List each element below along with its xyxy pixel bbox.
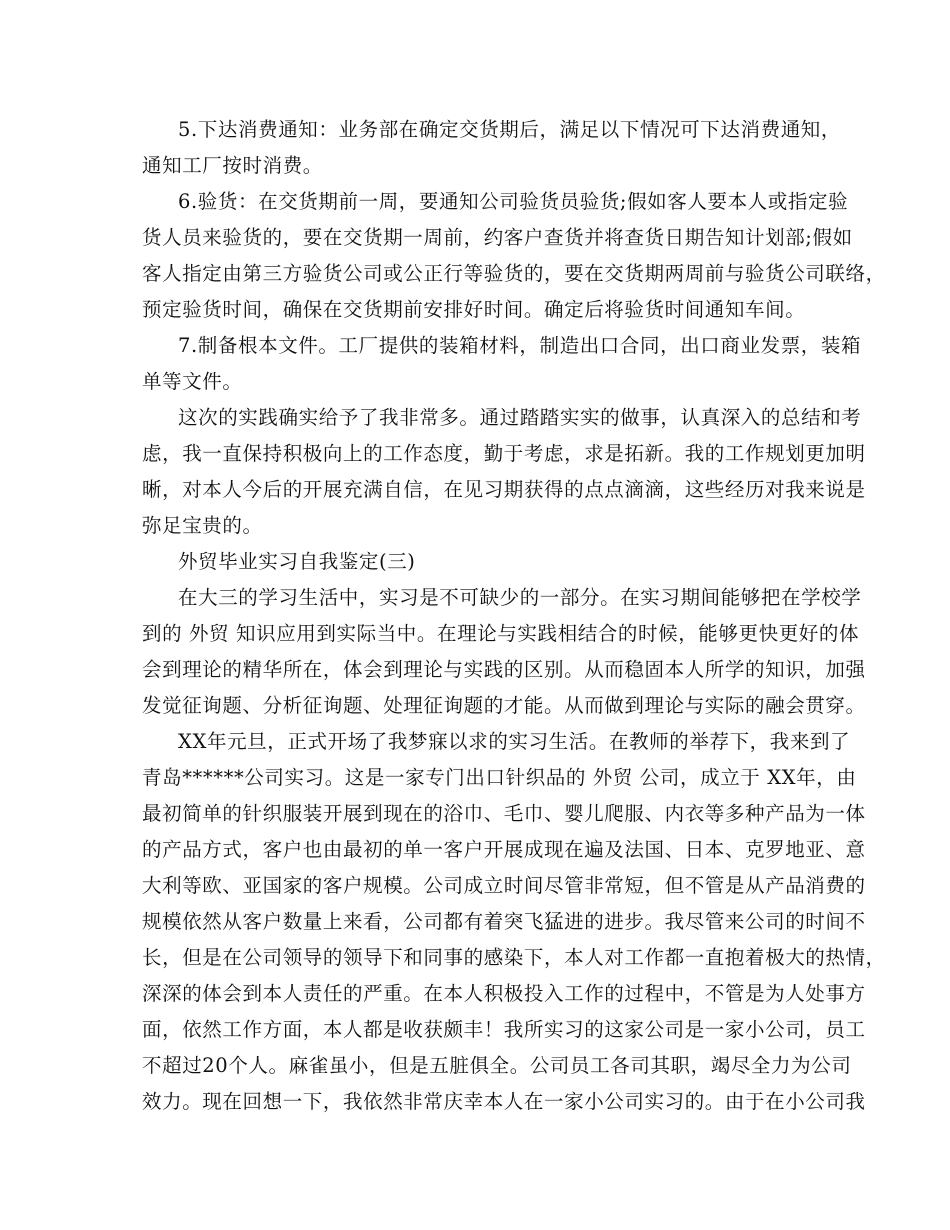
text-line: 面，依然工作方面，本人都是收获颇丰！我所实习的这家公司是一家小公司，员工 [142, 1018, 866, 1041]
text-line: 规模依然从客户数量上来看，公司都有着突飞猛进的进步。我尽管来公司的时间不 [142, 910, 866, 933]
section-heading: 外贸毕业实习自我鉴定(三) [178, 550, 416, 573]
text-line: 最初简单的针织服装开展到现在的浴巾、毛巾、婴儿爬服、内衣等多种产品为一体 [142, 802, 866, 825]
text-line: 不超过20个人。麻雀虽小，但是五脏俱全。公司员工各司其职，竭尽全力为公司 [142, 1054, 852, 1077]
text-line: 这次的实践确实给予了我非常多。通过踏踏实实的做事，认真深入的总结和考 [178, 406, 862, 429]
text-line: 的产品方式，客户也由最初的单一客户开展成现在遍及法国、日本、克罗地亚、意 [142, 838, 866, 861]
text-line: 效力。现在回想一下，我依然非常庆幸本人在一家小公司实习的。由于在小公司我 [142, 1090, 866, 1113]
text-line: 货人员来验货的，要在交货期一周前，约客户查货并将查货日期告知计划部;假如 [142, 226, 853, 249]
text-line: 7.制备根本文件。工厂提供的装箱材料，制造出口合同，出口商业发票，装箱 [178, 334, 862, 357]
text-line: XX年元旦，正式开场了我梦寐以求的实习生活。在教师的举荐下，我来到了 [178, 730, 851, 753]
text-line: 单等文件。 [142, 370, 243, 393]
text-line: 发觉征询题、分析征询题、处理征询题的才能。从而做到理论与实际的融会贯穿。 [142, 694, 866, 717]
text-line: 长，但是在公司领导的领导下和同事的感染下，本人对工作都一直抱着极大的热情， [142, 946, 886, 969]
text-line: 客人指定由第三方验货公司或公正行等验货的，要在交货期两周前与验货公司联络， [142, 262, 886, 285]
text-line: 5.下达消费通知：业务部在确定交货期后，满足以下情况可下达消费通知， [178, 118, 842, 141]
text-line: 到的 外贸 知识应用到实际当中。在理论与实践相结合的时候，能够更快更好的体 [142, 622, 860, 645]
text-line: 深深的体会到本人责任的严重。在本人积极投入工作的过程中，不管是为人处事方 [142, 982, 866, 1005]
text-line: 虑，我一直保持积极向上的工作态度，勤于考虑，求是拓新。我的工作规划更加明 [142, 442, 866, 465]
text-line: 在大三的学习生活中，实习是不可缺少的一部分。在实习期间能够把在学校学 [178, 586, 862, 609]
text-line: 大利等欧、亚国家的客户规模。公司成立时间尽管非常短，但不管是从产品消费的 [142, 874, 866, 897]
text-line: 青岛******公司实习。这是一家专门出口针织品的 外贸 公司，成立于 XX年，由 [142, 766, 857, 789]
text-line: 6.验货：在交货期前一周，要通知公司验货员验货;假如客人要本人或指定验 [178, 190, 849, 213]
text-line: 弥足宝贵的。 [142, 514, 263, 537]
text-line: 会到理论的精华所在，体会到理论与实践的区别。从而稳固本人所学的知识，加强 [142, 658, 866, 681]
text-line: 通知工厂按时消费。 [142, 154, 323, 177]
text-line: 预定验货时间，确保在交货期前安排好时间。确定后将验货时间通知车间。 [142, 298, 806, 321]
text-line: 晰，对本人今后的开展充满自信，在见习期获得的点点滴滴，这些经历对我来说是 [142, 478, 866, 501]
